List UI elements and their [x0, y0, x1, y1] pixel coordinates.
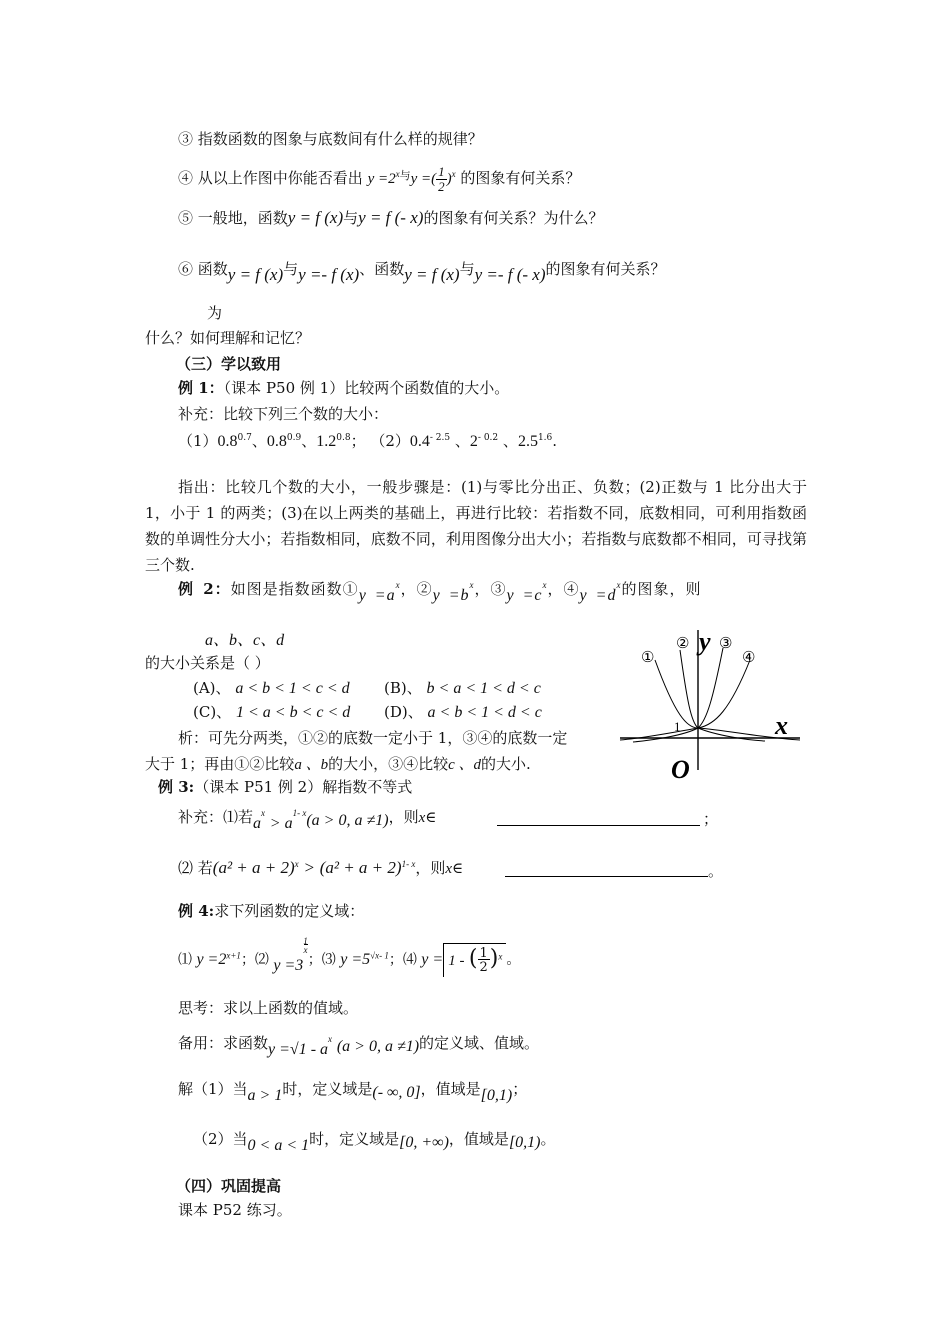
curve-label-4: ④: [742, 648, 756, 666]
question-6-wrap-1: 为: [207, 304, 223, 322]
spare-problem: 备用：求函数$y =√1 - a^x$ (a > 0, a ≠1)的定义域、值域。: [178, 1034, 540, 1058]
example-2-vars: a、b、c、d: [205, 632, 285, 649]
curve-label-2: ②: [676, 634, 690, 652]
blank-line-2: [505, 876, 708, 877]
section-3-title: （三）学以致用: [176, 355, 282, 373]
q4-mid: 与: [399, 168, 411, 182]
example-1: 例 1：（课本 P50 例 1）比较两个函数值的大小。: [178, 379, 510, 397]
blank-line-1: [497, 825, 700, 826]
option-b: (B)、 b < a < 1 < d < c: [384, 679, 541, 697]
q4-formula-1: $y =2^x$: [367, 168, 400, 187]
example-2-analysis-1: 析：可先分两类，①②的底数一定小于 1，③④的底数一定: [178, 729, 568, 747]
example-4: 例 4:求下列函数的定义域：: [178, 902, 365, 920]
solution-1: 解（1）当a > 1时，定义域是(- ∞, 0]，值域是[0,1)；: [178, 1080, 528, 1104]
curve-label-3: ③: [719, 634, 733, 652]
exponential-graph: [615, 620, 805, 780]
blank-2-end: 。: [708, 862, 724, 880]
comparison-note: 指出：比较几个数的大小，一般步骤是：(1)与零比分出正、负数；(2)正数与 1 比分出大于 1，小于 1 的两类；(3)在以上两类的基础上，再进行比较：若指数不同，底数相同，可利用指数函数的单调性分大小；若指数相同，底数不同，利用图像分出大小；若指数与底数都不相同，可寻找第三个数.: [145, 478, 807, 574]
solution-2: （2）当0 < a < 1时，定义域是[0, +∞)，值域是[0,1)。: [193, 1130, 556, 1154]
example-1-parts: $(1)0.8^{0.7}$、$0.8^{0.9}$、$1.2^{0.8}$； $(2)0.4^{- 2.5}$ 、$2^{- 0.2}$ 、$2.5^{1.6}$.: [178, 432, 558, 450]
example-2-analysis-2: 大于 1；再由①②比较a 、b的大小，③④比较c 、d的大小.: [145, 755, 531, 773]
example-2-relation: 的大小关系是（ ）: [145, 654, 270, 672]
q4-postfix: 的图象有何关系？: [460, 168, 581, 187]
question-6-wrap-2: 什么？如何理解和记忆？: [145, 329, 311, 347]
y-axis-label: y: [699, 627, 711, 656]
origin-label: O: [671, 755, 690, 780]
question-6: ⑥ 函数y = f (x)与y =- f (x)、函数y = f (x)与y =- f (- x)的图象有何关系？: [178, 260, 666, 284]
option-a: (A)、 a < b < 1 < c < d: [193, 679, 350, 697]
question-5: ⑤ 一般地，函数y = f (x)与y = f (- x)的图象有何关系？为什么？: [178, 208, 604, 227]
question-4: [178, 165, 580, 194]
option-d: (D)、 a < b < 1 < d < c: [384, 703, 542, 721]
sqrt-box: $1 - (\frac{1}{2})^x$: [443, 943, 506, 977]
example-4-functions: ⑴ $y =2^{x+1}$；⑵ $y =3\frac{1}{x}$；⑶ $y =5^{√x- 1}$；⑷ $y = 1 - (\frac{1}{2})^x$ 。: [178, 936, 521, 975]
curve-4: [620, 660, 750, 740]
example-3: 例 3:（课本 P51 例 2）解指数不等式: [158, 778, 413, 796]
option-c: (C)、 1 < a < b < c < d: [193, 703, 351, 721]
question-3: ③ 指数函数的图象与底数间有什么样的规律？: [178, 130, 483, 148]
example-2: 例 2：如图是指数函数①y $=a^x$，②y $=b^x$，③y $=c^x$，④y $=d^x$的图象，则: [178, 580, 702, 604]
example-1-supplement: 补充：比较下列三个数的大小：: [178, 405, 389, 423]
example-3-supp-2: ⑵ 若$(a^2 + a + 2)^x > (a^2 + a + 2)^{1- x}$，则x∈: [178, 858, 464, 877]
section-4-title: （四）巩固提高: [176, 1177, 282, 1195]
blank-1-end: ；: [703, 810, 719, 828]
one-label: 1: [674, 719, 681, 734]
q4-prefix: ④ 从以上作图中你能否看出: [178, 168, 363, 187]
example-3-supp-1: 补充：⑴若$a^x > a^{1- x}(a > 0$, a ≠1)，则x∈: [178, 808, 437, 832]
x-axis-label: x: [775, 711, 788, 740]
q4-formula-2: $y =(\frac{1}{2})^x$: [410, 164, 456, 194]
think-prompt: 思考：求以上函数的值域。: [178, 999, 359, 1017]
section-4-text: 课本 P52 练习。: [178, 1201, 292, 1219]
curve-label-1: ①: [641, 648, 655, 666]
